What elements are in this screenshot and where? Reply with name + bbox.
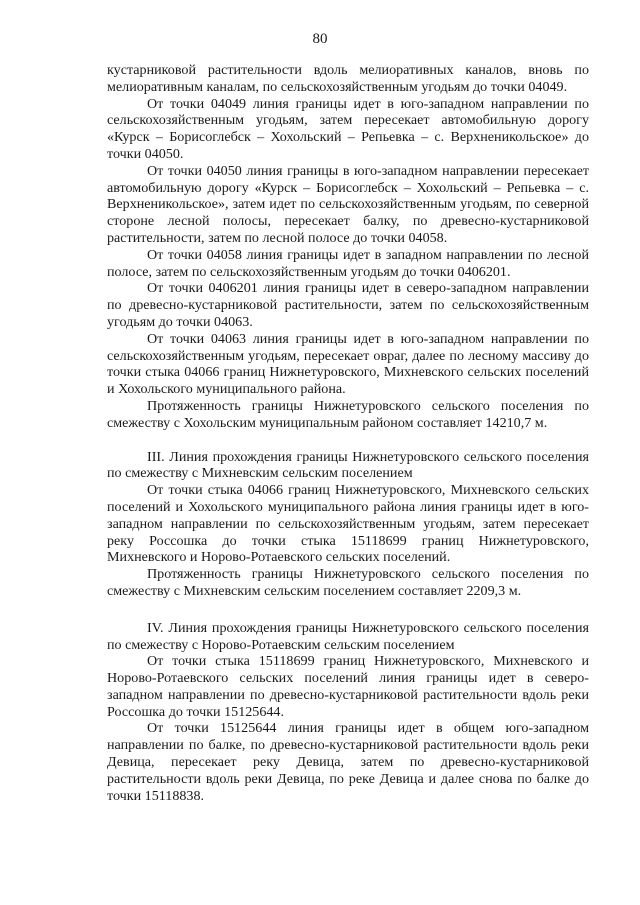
paragraph-length-khokholsky: Протяженность границы Нижнетуровского сельского поселения по смежеству с Хохольским муниципальным районом составляет 14210,7 м. [107, 397, 589, 431]
paragraph-continuation: кустарниковой растительности вдоль мелиоративных каналов, вновь по мелиоративным каналам, по сельскохозяйственным угодьям до точки 04049. [107, 62, 589, 95]
section-4-heading: IV. Линия прохождения границы Нижнетуровского сельского поселения по смежеству с Норово-Ротаевским сельским поселением [107, 619, 589, 653]
paragraph-point-04050: От точки 04050 линия границы в юго-западном направлении пересекает автомобильную дорогу «Курск – Борисоглебск – Хохольский – Репьевка – с. Верхненикольское», затем идет по сельскохозяйственным угодьям, по северной стороне лесной полосы, пересекает балку, по древесно-кустарниковой растительности, затем по лесной полосе до точки 04058. [107, 162, 589, 246]
section-3-paragraph-2: Протяженность границы Нижнетуровского сельского поселения по смежеству с Михневским сельским поселением составляет 2209,3 м. [107, 566, 589, 599]
paragraph-point-04058: От точки 04058 линия границы идет в западном направлении по лесной полосе, затем по сельскохозяйственным угодьям до точки 0406201. [107, 246, 589, 280]
page-number: 80 [312, 31, 328, 47]
section-3-heading: III. Линия прохождения границы Нижнетуровского сельского поселения по смежеству с Михневским сельским поселением [107, 448, 589, 482]
section-spacer [107, 432, 589, 449]
section-spacer [107, 600, 589, 620]
document-body [107, 62, 589, 804]
section-3-paragraph-1: От точки стыка 04066 границ Нижнетуровского, Михневского сельских поселений и Хохольского муниципального района линия границы идет в юго-западном направлении по сельскохозяйственным угодьям, затем пересекает реку Россошка до точки стыка 15118699 границ Нижнетуровского, Михневского и Норово-Ротаевского сельских поселений. [107, 482, 589, 566]
paragraph-point-0406201: От точки 0406201 линия границы идет в северо-западном направлении по древесно-кустарниковой растительности, затем по сельскохозяйственным угодьям до точки 04063. [107, 280, 589, 330]
paragraph-point-04063: От точки 04063 линия границы идет в юго-западном направлении по сельскохозяйственным угодьям, пересекает овраг, далее по лесному массиву до точки стыка 04066 границ Нижнетуровского, Михневского сельских поселений и Хохольского муниципального района. [107, 330, 589, 398]
section-4-paragraph-2: От точки 15125644 линия границы идет в общем юго-западном направлении по балке, по древесно-кустарниковой растительности вдоль реки Девица, пересекает реку Девица, затем по древесно-кустарниковой растительности вдоль реки Девица, по реке Девица и далее снова по балке до точки 15118838. [107, 720, 589, 804]
paragraph-point-04049: От точки 04049 линия границы идет в юго-западном направлении по сельскохозяйственным угодьям, затем пересекает автомобильную дорогу «Курск – Борисоглебск – Хохольский – Репьевка – с. Верхненикольское» до точки 04050. [107, 95, 589, 162]
section-4-paragraph-1: От точки стыка 15118699 границ Нижнетуровского, Михневского и Норово-Ротаевского сельских поселений линия границы идет в северо-западном направлении по древесно-кустарниковой растительности вдоль реки Россошка до точки 15125644. [107, 653, 589, 720]
